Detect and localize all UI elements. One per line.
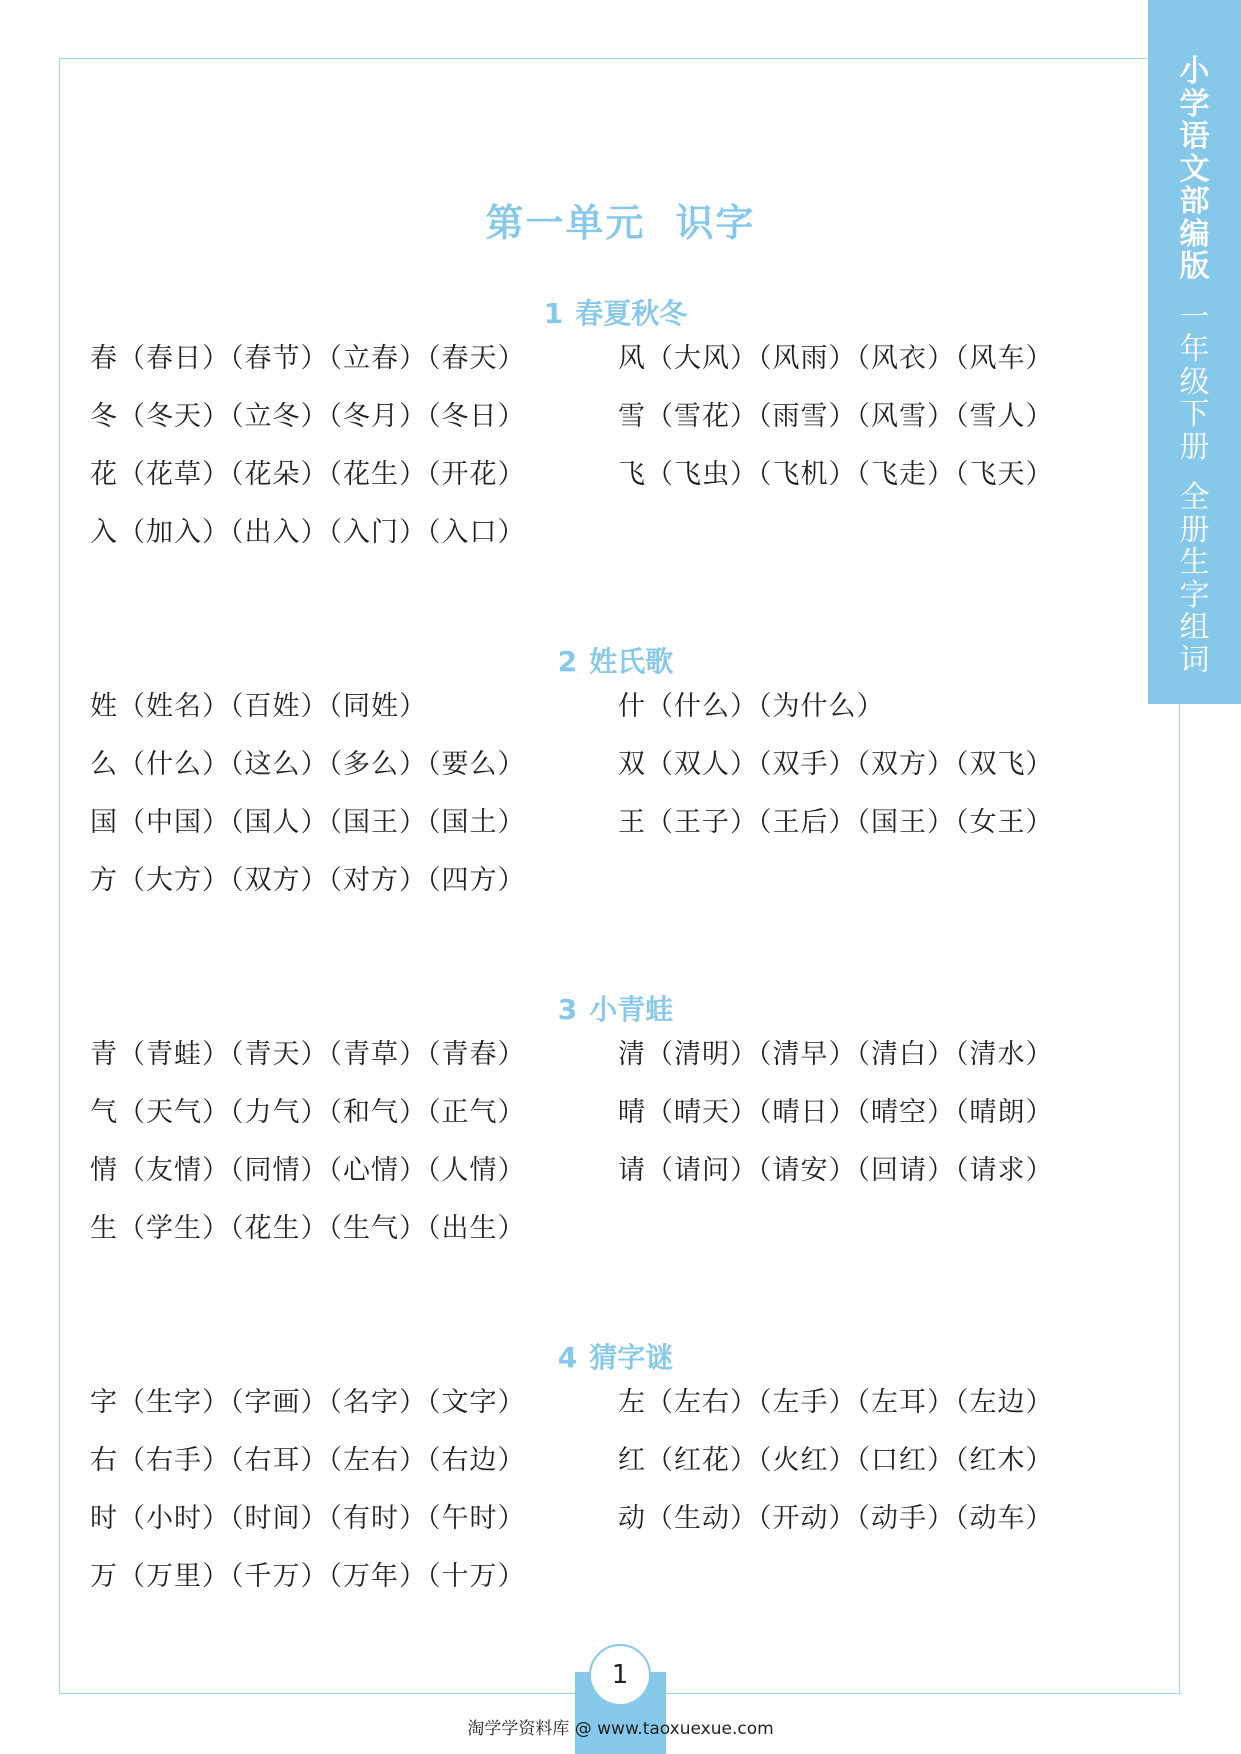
unit-topic: 识字 (675, 201, 756, 245)
lesson-name: 小青蛙 (589, 993, 674, 1026)
word-group: 请（请问）（请安）（回请）（请求） (618, 1155, 1054, 1186)
lesson-number: 2 (557, 645, 578, 678)
word-group: 情（友情）（同情）（心情）（人情） (90, 1155, 526, 1186)
side-tab-char: 组 (1179, 610, 1210, 645)
side-tab-char: 学 (1179, 86, 1210, 122)
word-group: 国（中国）（国人）（国王）（国土） (90, 807, 526, 838)
word-group: 左（左右）（左手）（左耳）（左边） (618, 1387, 1054, 1418)
lesson-title (0, 640, 1231, 680)
side-tab-char: 版 (1179, 249, 1210, 284)
word-group: 什（什么）（为什么） (618, 691, 885, 722)
word-group: 动（生动）（开动）（动手）（动车） (618, 1503, 1054, 1534)
lesson-number: 4 (557, 1341, 578, 1374)
side-tab-char: 册 (1179, 429, 1210, 465)
side-tab-char: 小 (1179, 54, 1210, 89)
lesson-title (0, 988, 1231, 1028)
side-tab-char: 语 (1179, 119, 1210, 154)
word-group: 姓（姓名）（百姓）（同姓） (90, 691, 427, 722)
side-tab-char: 生 (1179, 545, 1210, 580)
word-group: 青（青蛙）（青天）（青草）（青春） (90, 1039, 526, 1070)
lesson-name: 姓氏歌 (589, 645, 674, 678)
word-group: 字（生字）（字画）（名字）（文字） (90, 1387, 526, 1418)
side-tab-char: 词 (1179, 642, 1210, 678)
side-tab-char: 下 (1179, 397, 1210, 432)
unit-label: 第一单元 (485, 201, 646, 245)
lesson-name: 猜字谜 (589, 1341, 674, 1374)
word-group: 冬（冬天）（立冬）（冬月）（冬日） (90, 401, 526, 432)
word-group: 晴（晴天）（晴日）（晴空）（晴朗） (618, 1097, 1054, 1128)
side-tab-char: 部 (1179, 184, 1210, 219)
side-tab-series (1179, 56, 1211, 284)
word-group: 红（红花）（火红）（口红）（红木） (618, 1445, 1054, 1476)
side-tab-char: 文 (1179, 151, 1210, 187)
footer-text: 淘学学资料库 @ www.taoxuexue.com (467, 1719, 774, 1739)
word-group: 春（春日）（春节）（立春）（春天） (90, 343, 526, 374)
word-group: 雪（雪花）（雨雪）（风雪）（雪人） (618, 401, 1054, 432)
word-group: 生（学生）（花生）（生气）（出生） (90, 1213, 526, 1244)
side-tab-char: 年 (1179, 332, 1210, 367)
word-group: 双（双人）（双手）（双方）（双飞） (618, 749, 1054, 780)
word-group: 右（右手）（右耳）（左右）（右边） (90, 1445, 526, 1476)
side-tab-char: 字 (1179, 577, 1210, 613)
side-tab-char: 册 (1179, 512, 1210, 548)
side-tab (1148, 0, 1241, 704)
lesson-title (0, 1336, 1231, 1376)
lesson-name: 春夏秋冬 (575, 297, 688, 330)
word-group: 么（什么）（这么）（多么）（要么） (90, 749, 526, 780)
side-tab-char: 编 (1179, 216, 1210, 252)
word-group: 时（小时）（时间）（有时）（午时） (90, 1503, 526, 1534)
page-number: 1 (589, 1644, 651, 1706)
word-group: 清（清明）（清早）（清白）（清水） (618, 1039, 1054, 1070)
word-group: 方（大方）（双方）（对方）（四方） (90, 865, 526, 896)
unit-title (0, 192, 1241, 247)
side-tab-char: 一 (1179, 299, 1210, 335)
word-group: 万（万里）（千万）（万年）（十万） (90, 1561, 526, 1592)
word-group: 王（王子）（王后）（国王）（女王） (618, 807, 1054, 838)
side-tab-char: 级 (1179, 364, 1210, 400)
word-group: 花（花草）（花朵）（花生）（开花） (90, 459, 526, 490)
word-group: 飞（飞虫）（飞机）（飞走）（飞天） (618, 459, 1054, 490)
side-tab-char: 全 (1179, 480, 1210, 515)
word-group: 入（加入）（出入）（入门）（入口） (90, 517, 526, 548)
word-group: 风（大风）（风雨）（风衣）（风车） (618, 343, 1054, 374)
lesson-number: 3 (557, 993, 578, 1026)
word-group: 气（天气）（力气）（和气）（正气） (90, 1097, 526, 1128)
lesson-title (0, 292, 1231, 332)
lesson-number: 1 (543, 297, 564, 330)
